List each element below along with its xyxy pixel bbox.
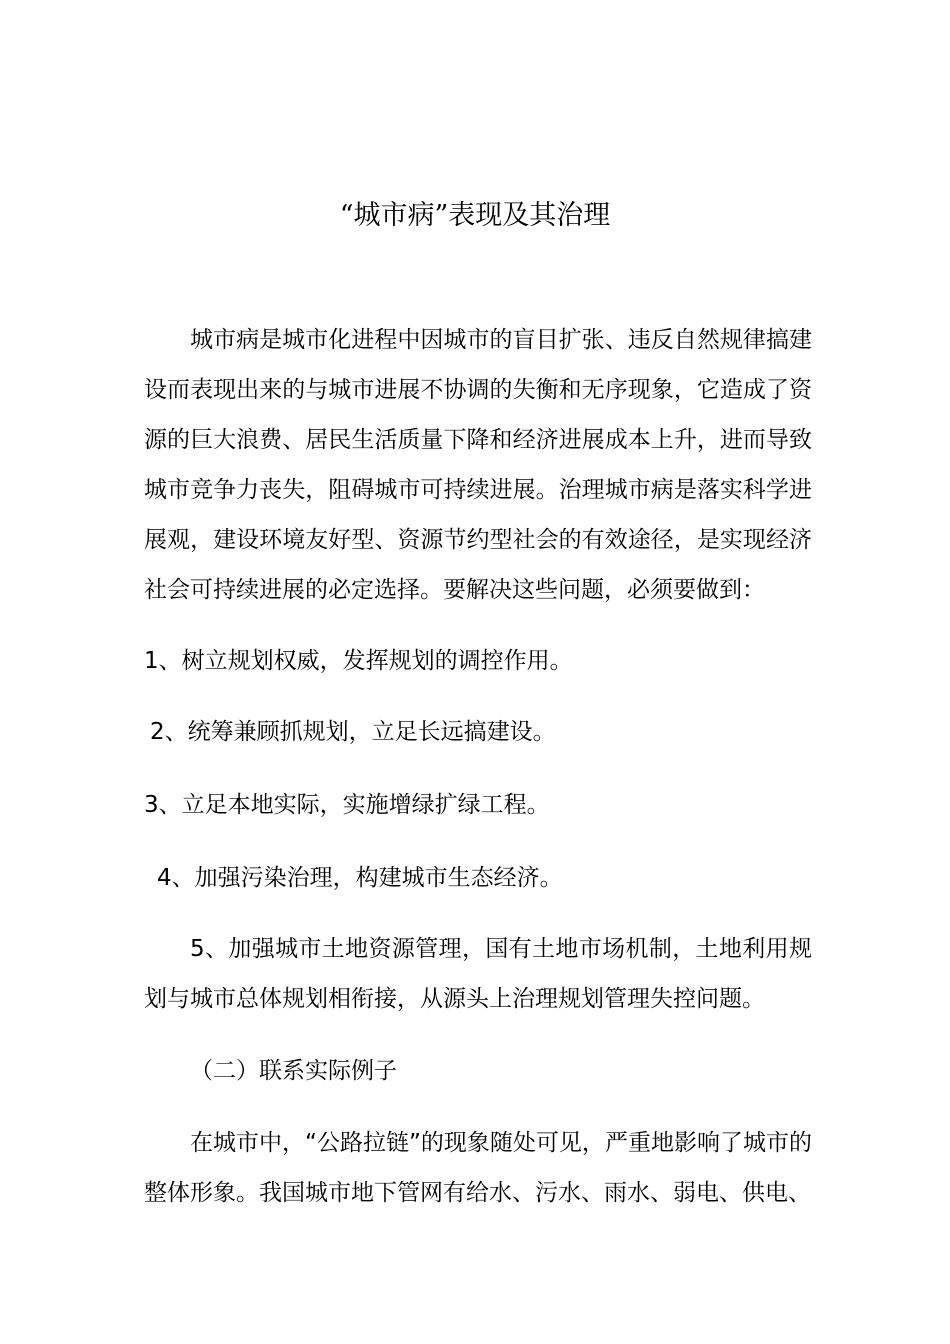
document-title: “城市病”表现及其治理 <box>339 200 611 231</box>
example-paragraph: 在城市中，“公路拉链”的现象随处可见，严重地影响了城市的整体形象。我国城市地下管网有给水、污水、雨水、弱电、供电、 <box>144 1130 812 1206</box>
list-item-5: 5、加强城市土地资源管理，国有土地市场机制，土地利用规划与城市总体规划相衔接，从源头上治理规划管理失控问题。 <box>144 936 812 1012</box>
list-item-1: 1、树立规划权威，发挥规划的调控作用。 <box>144 648 573 674</box>
section-heading: （二）联系实际例子 <box>190 1058 397 1084</box>
list-item-4: 4、加强污染治理，构建城市生态经济。 <box>157 865 563 891</box>
list-item-2: 2、统筹兼顾抓规划，立足长远搞建设。 <box>150 719 556 745</box>
intro-paragraph: 城市病是城市化进程中因城市的盲目扩张、违反自然规律搞建设而表现出来的与城市进展不协调的失衡和无序现象，它造成了资源的巨大浪费、居民生活质量下降和经济进展成本上升，进而导致城市竞争力丧失，阻碍城市可持续进展。治理城市病是落实科学进展观，建设环境友好型、资源节约型社会的有效途径，是实现经济社会可持续进展的必定选择。要解决这些问题，必须要做到： <box>144 327 812 603</box>
list-item-3: 3、立足本地实际，实施增绿扩绿工程。 <box>144 792 550 818</box>
